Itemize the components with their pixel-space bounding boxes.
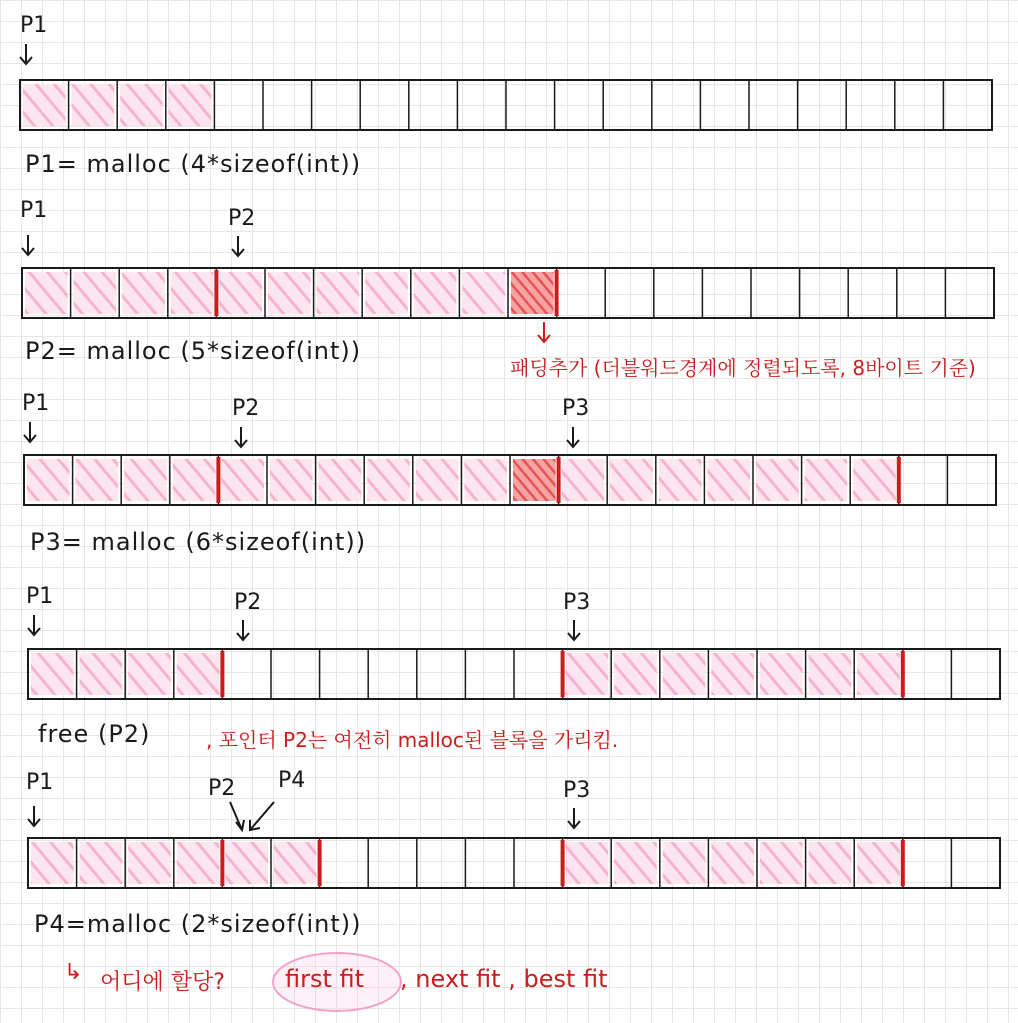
allocated-cell — [274, 842, 317, 884]
allocated-cell — [853, 459, 896, 501]
allocated-cell — [173, 459, 216, 501]
allocated-cell — [122, 272, 165, 314]
allocated-cell — [663, 842, 706, 884]
allocated-cell — [25, 272, 68, 314]
caption-row-2: P2= malloc (5*sizeof(int)) — [25, 337, 362, 365]
allocated-cell — [317, 272, 360, 314]
padding-cell — [513, 459, 556, 501]
caption-row-4: free (P2) — [38, 720, 151, 748]
allocated-cell — [614, 842, 657, 884]
allocated-cell — [663, 653, 706, 695]
allocated-cell — [809, 653, 852, 695]
pointer-label-p1: P1 — [22, 391, 50, 416]
pointer-label-p2: P2 — [208, 776, 236, 801]
allocated-cell — [756, 459, 799, 501]
padding-note: 패딩추가 (더블워드경계에 정렬되도록, 8바이트 기준) — [510, 356, 976, 380]
allocated-cell — [809, 842, 852, 884]
allocated-cell — [128, 842, 171, 884]
allocated-cell — [562, 459, 605, 501]
allocated-cell — [365, 272, 408, 314]
down-arrow-icon — [566, 620, 582, 642]
down-arrow-icon — [22, 422, 38, 444]
pointer-label-p1: P1 — [26, 770, 54, 795]
caption-row-3: P3= malloc (6*sizeof(int)) — [30, 528, 367, 556]
pointer-label-p1: P1 — [20, 198, 48, 223]
allocated-cell — [760, 842, 803, 884]
memory-row-3 — [24, 455, 996, 505]
down-arrow-icon — [26, 806, 42, 828]
allocated-cell — [171, 272, 214, 314]
allocated-cell — [462, 272, 505, 314]
down-arrow-icon — [20, 235, 36, 257]
allocated-cell — [268, 272, 311, 314]
first-fit-text: first fit — [285, 965, 365, 993]
other-fit-text: , next fit , best fit — [400, 965, 608, 993]
allocated-cell — [367, 459, 410, 501]
down-arrow-icon — [230, 236, 246, 258]
return-arrow-icon: ↳ — [64, 960, 83, 985]
allocated-cell — [857, 842, 900, 884]
pointer-label-p3: P3 — [563, 778, 591, 803]
allocated-cell — [128, 653, 171, 695]
allocated-cell — [80, 842, 123, 884]
allocated-cell — [169, 84, 212, 126]
allocated-cell — [177, 842, 220, 884]
allocated-cell — [124, 459, 167, 501]
allocated-cell — [31, 842, 74, 884]
memory-row-4 — [28, 649, 1000, 699]
allocated-cell — [219, 272, 262, 314]
allocated-cell — [177, 653, 220, 695]
allocated-cell — [711, 842, 754, 884]
pointer-label-p2: P2 — [232, 396, 260, 421]
allocated-cell — [610, 459, 653, 501]
allocated-cell — [120, 84, 163, 126]
allocated-cell — [614, 653, 657, 695]
allocated-cell — [80, 653, 123, 695]
down-arrow-icon — [18, 44, 34, 66]
pointer-label-p2: P2 — [228, 206, 256, 231]
down-arrow-icon — [26, 615, 42, 637]
allocated-cell — [31, 653, 74, 695]
memory-row-2 — [22, 268, 994, 318]
allocated-cell — [225, 842, 268, 884]
allocated-cell — [270, 459, 313, 501]
allocated-cell — [23, 84, 66, 126]
pointer-label-p2: P2 — [234, 590, 262, 615]
down-arrow-icon — [565, 427, 581, 449]
allocated-cell — [566, 842, 609, 884]
pointer-label-p1: P1 — [20, 13, 48, 38]
memory-row-5 — [28, 838, 1000, 888]
allocated-cell — [74, 272, 117, 314]
allocated-cell — [659, 459, 702, 501]
caption-row-5: P4=malloc (2*sizeof(int)) — [34, 910, 362, 938]
allocated-cell — [414, 272, 457, 314]
allocated-cell — [221, 459, 264, 501]
allocated-cell — [27, 459, 70, 501]
allocated-cell — [319, 459, 362, 501]
allocated-cell — [805, 459, 848, 501]
allocated-cell — [707, 459, 750, 501]
down-arrow-icon — [233, 427, 249, 449]
allocated-cell — [76, 459, 119, 501]
pointer-label-p3: P3 — [562, 396, 590, 421]
down-arrow-icon — [566, 808, 582, 830]
allocated-cell — [857, 653, 900, 695]
allocated-cell — [760, 653, 803, 695]
allocated-cell — [711, 653, 754, 695]
diagonal-arrows-icon — [222, 800, 282, 836]
caption-row-1: P1= malloc (4*sizeof(int)) — [25, 150, 362, 178]
memory-row-1 — [20, 80, 992, 130]
allocated-cell — [464, 459, 507, 501]
down-arrow-icon — [536, 322, 552, 344]
pointer-label-p1: P1 — [26, 584, 54, 609]
allocated-cell — [416, 459, 459, 501]
pointer-label-p3: P3 — [563, 590, 591, 615]
free-note: , 포인터 P2는 여전히 malloc된 블록을 가리킴. — [206, 728, 619, 752]
pointer-label-p4: P4 — [278, 768, 306, 793]
padding-cell — [511, 272, 554, 314]
allocated-cell — [72, 84, 115, 126]
question-note: 어디에 할당? — [100, 970, 225, 995]
down-arrow-icon — [235, 620, 251, 642]
allocated-cell — [566, 653, 609, 695]
